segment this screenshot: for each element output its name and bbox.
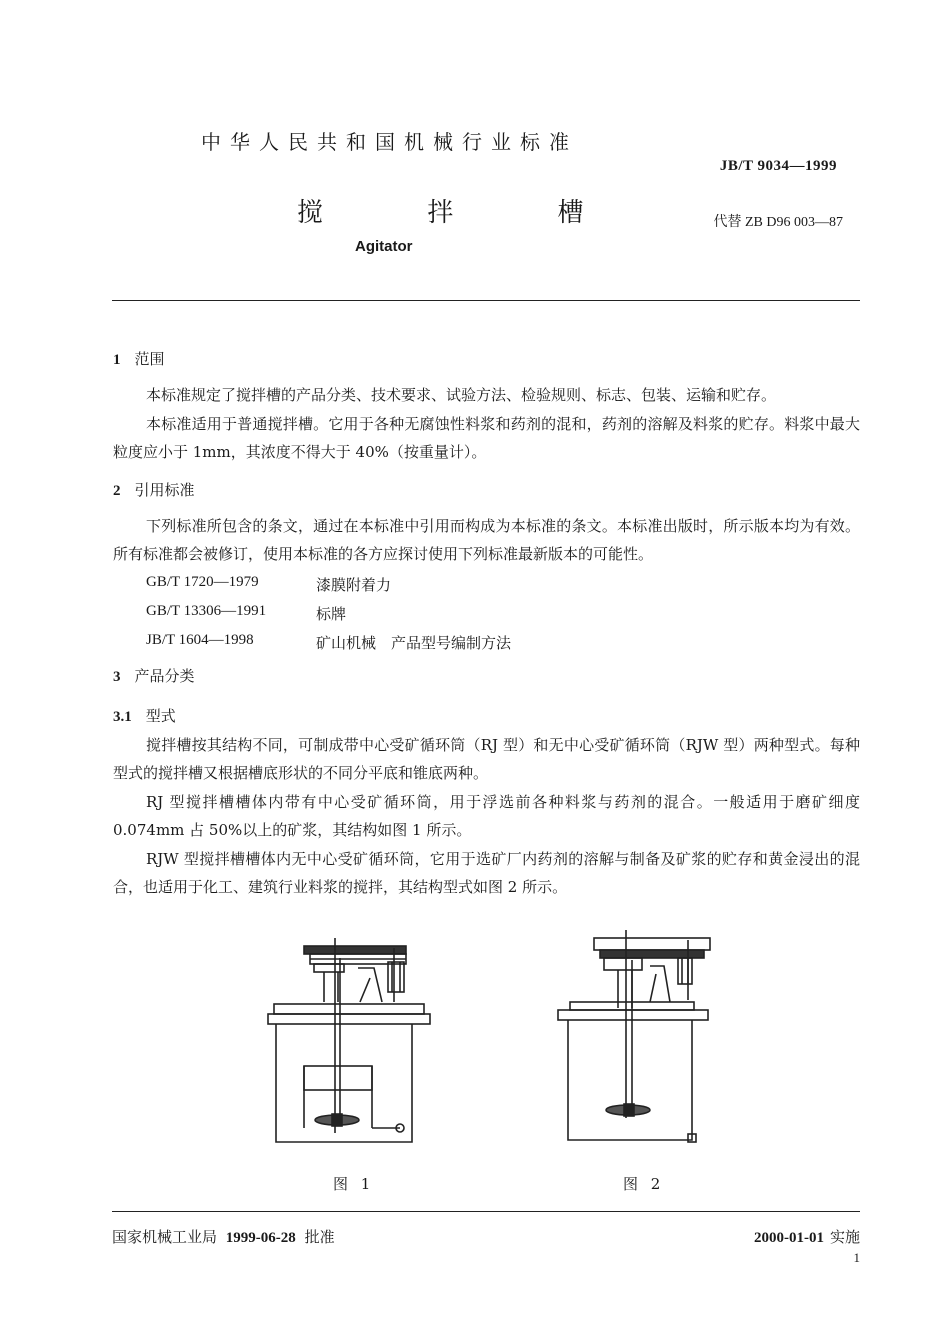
figure-1-agitator-rj (262, 938, 442, 1168)
header-divider (112, 300, 860, 301)
approve-date: 1999-06-28 (225, 1230, 296, 1246)
approve-label: 批准 (304, 1228, 335, 1246)
section-3-number: 3 (113, 669, 121, 685)
section-3-1-paragraph-3: RJW 型搅拌槽槽体内无中心受矿循环筒，它用于选矿厂内药剂的溶解与制备及矿浆的贮存和黄金浸出的混合，也适用于化工、建筑行业料浆的搅拌，其结构型式如图 2 所示。 (113, 850, 860, 896)
section-3-1-number: 3.1 (113, 709, 132, 725)
section-3-1-paragraph-1: 搅拌槽按其结构不同，可制成带中心受矿循环筒（RJ 型）和无中心受矿循环筒（RJW 型）两种型式。每种型式的搅拌槽又根据槽底形状的不同分平底和锥底两种。 (113, 736, 860, 782)
reference-title: 标牌 (316, 605, 347, 623)
section-1-title: 范围 (134, 350, 165, 368)
section-2-title: 引用标准 (134, 481, 195, 499)
effective-date: 2000-01-01 (753, 1230, 824, 1246)
reference-title: 矿山机械 产品型号编制方法 (316, 634, 512, 652)
section-1-paragraph-2: 本标准适用于普通搅拌槽。它用于各种无腐蚀性料浆和药剂的混和，药剂的溶解及料浆的贮存。料浆中最大粒度应小于 1mm，其浓度不得大于 40%（按重量计）。 (113, 415, 860, 461)
reference-code: GB/T 1720—1979 (146, 574, 259, 590)
footer-approval (112, 1226, 335, 1247)
section-3-title: 产品分类 (134, 667, 195, 685)
effective-label: 实施 (829, 1228, 860, 1246)
section-2-paragraph-1: 下列标准所包含的条文，通过在本标准中引用而构成为本标准的条文。本标准出版时，所示版本均为有效。所有标准都会被修订，使用本标准的各方应探讨使用下列标准最新版本的可能性。 (113, 517, 860, 563)
figure-2-agitator-rjw (552, 930, 712, 1150)
replaces-standard: 代替 ZB D96 003—87 (713, 215, 843, 230)
reference-title: 漆膜附着力 (316, 576, 392, 594)
figure-2-caption: 图 2 (623, 1175, 665, 1193)
page-number: 1 (853, 1250, 860, 1265)
footer-effective (754, 1226, 860, 1247)
reference-code: JB/T 1604—1998 (146, 632, 254, 648)
section-1-number: 1 (113, 352, 121, 368)
section-2-heading (113, 479, 195, 500)
document-title-english: Agitator (355, 238, 413, 255)
standard-number: JB/T 9034—1999 (719, 158, 837, 174)
document-title: 搅 拌 槽 (297, 198, 632, 228)
section-3-1-title: 型式 (145, 707, 176, 725)
issuer: 国家机械工业局 (112, 1228, 218, 1246)
reference-code: GB/T 13306—1991 (146, 603, 267, 619)
standard-organization: 中华人民共和国机械行业标准 (201, 130, 578, 154)
section-1-paragraph-1: 本标准规定了搅拌槽的产品分类、技术要求、试验方法、检验规则、标志、包装、运输和贮存。 (146, 386, 777, 404)
footer-divider (112, 1211, 860, 1212)
section-3-1-heading (113, 705, 176, 726)
section-2-number: 2 (113, 483, 121, 499)
section-3-heading (113, 665, 195, 686)
figure-1-caption: 图 1 (333, 1175, 375, 1193)
section-1-heading (113, 348, 165, 369)
section-3-1-paragraph-2: RJ 型搅拌槽槽体内带有中心受矿循环筒，用于浮选前各种料浆与药剂的混合。一般适用于磨矿细度 0.074mm 占 50%以上的矿浆，其结构如图 1 所示。 (113, 793, 860, 839)
